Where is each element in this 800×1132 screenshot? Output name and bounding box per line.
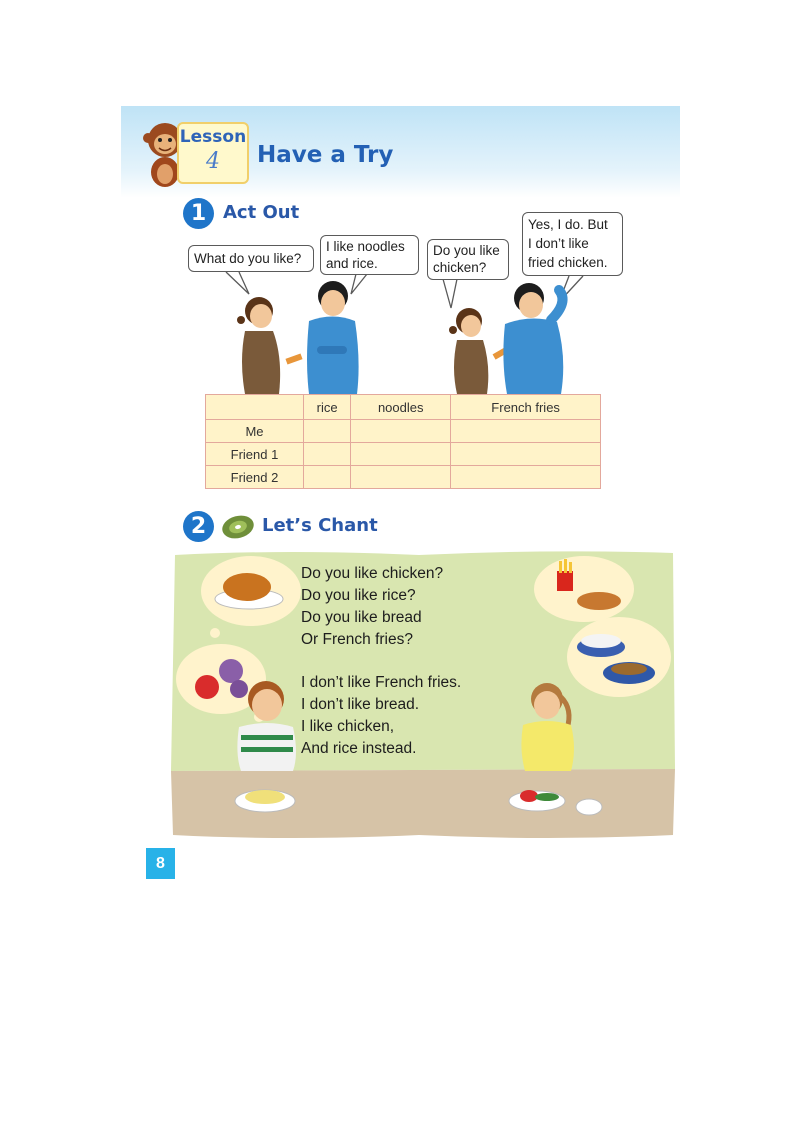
textbook-page <box>121 106 680 884</box>
speech-bubble-noodles-and-rice: I like noodles and rice. <box>320 235 419 275</box>
row-label-friend-2: Friend 2 <box>206 466 304 489</box>
table-cell <box>451 420 601 443</box>
table-cell <box>304 443 351 466</box>
table-row <box>206 420 601 443</box>
boy-interviewee-2-icon <box>503 283 563 394</box>
chant-line: Or French fries? <box>301 631 413 648</box>
page-title: Have a Try <box>257 142 394 168</box>
food-survey-table <box>205 394 601 489</box>
speech-bubble-what-do-you-like: What do you like? <box>188 245 314 272</box>
column-header-french-fries: French fries <box>451 395 601 420</box>
chant-line: I like chicken, <box>301 718 395 735</box>
table-cell <box>351 420 451 443</box>
table-header-row <box>206 395 601 420</box>
section-2-number: 2 <box>183 511 214 542</box>
boy-interviewee-icon <box>307 281 359 394</box>
column-header-noodles: noodles <box>351 395 451 420</box>
table-row <box>206 466 601 489</box>
table-cell <box>451 443 601 466</box>
chant-line: Do you like chicken? <box>301 565 444 582</box>
table-cell <box>451 466 601 489</box>
chant-line: And rice instead. <box>301 740 417 757</box>
row-label-friend-1: Friend 1 <box>206 443 304 466</box>
speech-bubble-do-you-like-chicken: Do you like chicken? <box>427 239 509 280</box>
chant-verse-1 <box>301 563 443 651</box>
section-1-title: Act Out <box>223 202 300 223</box>
table-row <box>206 443 601 466</box>
column-header-rice: rice <box>304 395 351 420</box>
table-cell <box>351 443 451 466</box>
speech-bubble-fried-chicken: Yes, I do. But I don’t like fried chicken. <box>522 212 623 276</box>
table-cell <box>304 466 351 489</box>
fries-bread-thought-bubble-icon <box>534 556 634 622</box>
table-corner-cell <box>206 395 304 420</box>
table-cell <box>304 420 351 443</box>
rice-noodles-thought-bubble-icon <box>567 617 671 697</box>
lesson-label: Lesson <box>179 127 247 147</box>
section-1-number: 1 <box>183 198 214 229</box>
section-2-title: Let’s Chant <box>262 515 378 536</box>
girl-reporter-icon <box>237 297 303 394</box>
girl-reporter-2-icon <box>449 308 509 394</box>
row-label-me: Me <box>206 420 304 443</box>
chant-line: Do you like rice? <box>301 587 416 604</box>
cd-icon <box>221 514 255 540</box>
chant-line: I don’t like bread. <box>301 696 420 713</box>
chant-line: Do you like bread <box>301 609 422 626</box>
table-cell <box>351 466 451 489</box>
chant-verse-2 <box>301 672 461 760</box>
chant-line: I don’t like French fries. <box>301 674 462 691</box>
page-number: 8 <box>146 848 175 879</box>
lesson-number: 4 <box>206 149 220 174</box>
